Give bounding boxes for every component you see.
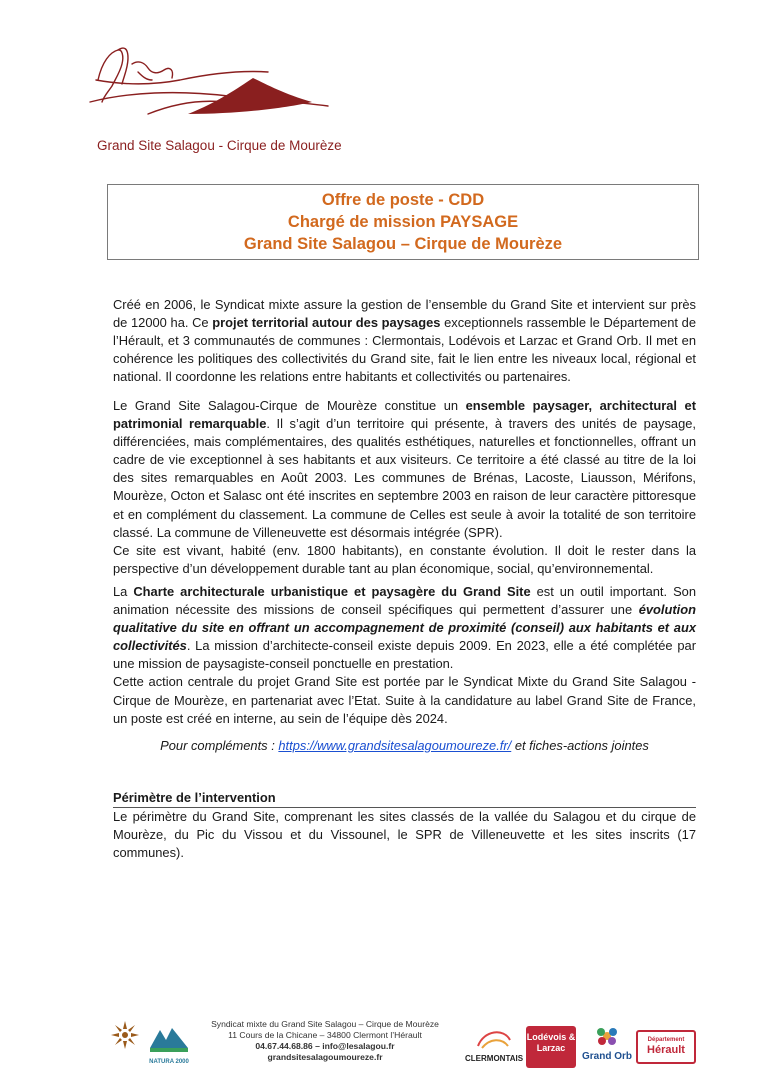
text-run: Le Grand Site Salagou-Cirque de Mourèze constitue un xyxy=(113,398,466,413)
bold-italic-run: évolution qualitative du site en offrant un accompagnement de proximité (conseil) aux habitants et aux collectivités xyxy=(113,602,696,654)
sun-spiral-icon xyxy=(110,1018,140,1052)
reference-line xyxy=(113,737,696,755)
site-description-paragraph xyxy=(113,397,696,578)
text-run: . La mission d’architecte-conseil existe depuis 2009. En 2023, elle a été complétée par une mission de paysagiste-conseil ponctuelle en prestation. xyxy=(113,638,696,672)
text-run: exceptionnels rassemble le Département de l’Hérault, et 3 communautés de communes : Clermontais, Lodévois et Larzac et Grand Orb. Il met en cohérence les politiques des collectivités du Grand site, fait le lien entre les niveaux local, régional et national. Il coordonne les relations entre habitants et collectivités ou partenaires. xyxy=(113,315,696,385)
grand-orb-logo xyxy=(580,1024,634,1070)
footer-website: grandsitesalagoumoureze.fr xyxy=(267,1052,383,1062)
text-run: Cette action centrale du projet Grand Site est portée par le Syndicat Mixte du Grand Site Salagou - Cirque de Mourèze, en partenariat avec l’Etat. Suite à la candidature au label Grand Site de France, un poste est créé en interne, au sein de l’équipe dès 2024. xyxy=(113,674,696,726)
landscape-logo-icon xyxy=(88,40,348,140)
lodevois-larzac-logo: Lodévois & Larzac xyxy=(526,1026,576,1068)
organization-title: Grand Site Salagou – Cirque de Mourèze xyxy=(243,235,563,253)
text-run: . Il s’agit d’un territoire qui présente, à travers des unités de paysage, différenciées, mais complémentaires, des qualités esthétiques, naturelles et fonctionnelles, offrant un cadre de vie exceptionnel à ses habitants et aux visiteurs. Ce territoire a été classé au titre de la loi des sites remarquables en Août 2003. Les communes de Brénas, Lacoste, Liausson, Mérifons, Mourèze, Octon et Salasc ont été inscrites en septembre 2003 en raison de leur caractère pittoresque et en complément du classement. La commune de Celles est seule à avoir la totalité de son territoire classé. La commune de Villeneuvette est désormais intégrée (SPR). xyxy=(113,416,696,540)
section-heading: Périmètre de l’intervention xyxy=(113,789,696,808)
grand-site-logo xyxy=(88,40,348,160)
job-offer-title: Offre de poste - CDD xyxy=(321,191,485,209)
job-position-title: Chargé de mission PAYSAGE xyxy=(287,213,519,231)
bold-run: projet territorial autour des paysages xyxy=(212,315,441,331)
text-run: La xyxy=(113,584,134,599)
text-run: et fiches-actions jointes xyxy=(511,738,649,753)
footer-address: 11 Cours de la Chicane – 34800 Clermont l’Hérault xyxy=(228,1030,422,1040)
clermontais-label: CLERMONTAIS xyxy=(465,1054,524,1063)
text-run: Créé en 2006, le Syndicat mixte assure la gestion de l’ensemble du Grand Site et intervient sur près de 12000 ha. Ce xyxy=(113,297,696,331)
herault-department-logo xyxy=(636,1030,696,1064)
clermontais-logo xyxy=(465,1026,523,1070)
title-box xyxy=(107,184,699,260)
text-run: Pour compléments : xyxy=(160,738,279,753)
intro-paragraph xyxy=(113,296,696,386)
natura-landscape-icon xyxy=(148,1020,190,1054)
grand-orb-label: Grand Orb xyxy=(581,1051,632,1062)
clermontais-swirl-icon xyxy=(474,1026,514,1052)
bold-run: ensemble paysager, architectural et patrimonial remarquable xyxy=(113,398,697,432)
herault-label: Hérault xyxy=(647,1044,685,1056)
natura-2000-logo xyxy=(148,1020,190,1066)
footer-org-name: Syndicat mixte du Grand Site Salagou – Cirque de Mourèze xyxy=(211,1019,439,1029)
footer-contact xyxy=(195,1019,455,1063)
bold-run: Charte architecturale urbanistique et paysagère du Grand Site xyxy=(133,584,531,599)
text-run: Ce site est vivant, habité (env. 1800 habitants), en constante évolution. Il doit le rester dans la perspective d’un développement durable tant au plan économique, social, qu’environnemental. xyxy=(113,542,696,576)
grand-orb-flower-icon xyxy=(592,1024,622,1048)
footer-phone-email: 04.67.44.68.86 – info@lesalagou.fr xyxy=(255,1041,395,1051)
herault-top-label: Département xyxy=(647,1037,685,1043)
website-link[interactable]: https://www.grandsitesalagoumoureze.fr/ xyxy=(278,738,512,753)
text-run: est un outil important. Son animation nécessite des missions de conseil spécifiques qui permettent d’assurer une xyxy=(113,584,697,618)
natura-label: NATURA 2000 xyxy=(149,1059,189,1065)
logo-caption: Grand Site Salagou - Cirque de Mourèze xyxy=(97,138,342,153)
charter-paragraph xyxy=(113,583,696,728)
section-body: Le périmètre du Grand Site, comprenant les sites classés de la vallée du Salagou et du cirque de Mourèze, du Pic du Vissou et du Vissounel, le SPR de Villeneuvette et les sites inscrits (17 communes). xyxy=(113,809,696,861)
